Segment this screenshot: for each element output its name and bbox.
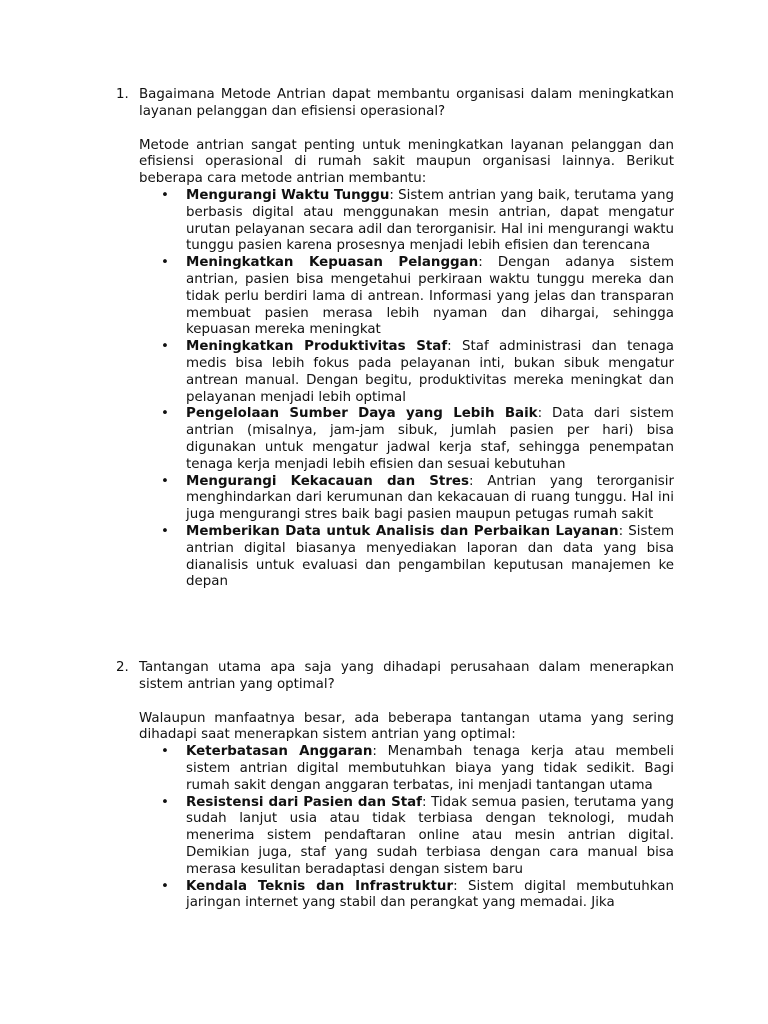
point-separator: : bbox=[478, 255, 483, 271]
point-term: Keterbatasan Anggaran bbox=[186, 744, 373, 760]
point-separator: : bbox=[447, 339, 452, 355]
point-term: Meningkatkan Produktivitas Staf bbox=[186, 339, 448, 355]
bullet-icon: • bbox=[161, 794, 169, 810]
point-text: Data dari sistem antrian (misalnya, jam-jam sibuk, jumlah pasien per hari) bisa digunakan untuk mengatur jadwal kerja staf, sehingga penempatan tenaga kerja menjadi lebih efisien dan sesuai kebutuhan bbox=[186, 406, 674, 472]
point-text: Sistem antrian digital biasanya menyediakan laporan dan data yang bisa dianalisis untuk evaluasi dan pengambilan keputusan manajemen ke depan bbox=[186, 523, 674, 590]
list-item bbox=[161, 406, 674, 473]
list-item bbox=[161, 339, 674, 406]
question-heading bbox=[116, 87, 674, 121]
list-item bbox=[161, 187, 674, 255]
point-term: Resistensi dari Pasien dan Staf bbox=[186, 794, 422, 810]
bullet-icon: • bbox=[161, 473, 169, 489]
point-term: Mengurangi Kekacauan dan Stres bbox=[186, 473, 469, 489]
point-separator: : bbox=[421, 794, 427, 810]
point-term: Pengelolaan Sumber Daya yang Lebih Baik bbox=[186, 406, 538, 422]
point-text: Menambah tenaga kerja atau membeli sistem antrian digital membutuhkan biaya yang tidak sedikit. Bagi rumah sakit dengan anggaran terbatas, ini menjadi tantangan utama bbox=[186, 744, 674, 793]
question-number: 1. bbox=[116, 87, 129, 102]
bullet-icon: • bbox=[161, 523, 169, 539]
answer-intro: Metode antrian sangat penting untuk meningkatkan layanan pelanggan dan efisiensi operasional di rumah sakit maupun organisasi lainnya. Berikut beberapa cara metode antrian membantu: bbox=[139, 137, 674, 187]
list-item bbox=[161, 523, 674, 591]
bullet-icon: • bbox=[161, 187, 169, 203]
bullet-icon: • bbox=[161, 878, 169, 894]
point-text: Sistem digital membutuhkan jaringan internet yang stabil dan perangkat yang memadai. Jika bbox=[186, 878, 674, 911]
list-item bbox=[161, 255, 675, 339]
point-separator: : bbox=[389, 187, 394, 203]
point-separator: : bbox=[618, 523, 624, 539]
question-2 bbox=[116, 660, 674, 912]
bullet-icon: • bbox=[161, 406, 169, 422]
point-separator: : bbox=[453, 878, 458, 894]
question-text: Bagaimana Metode Antrian dapat membantu organisasi dalam meningkatkan layanan pelanggan dan efisiensi operasional? bbox=[139, 87, 674, 119]
question-heading bbox=[116, 660, 674, 694]
bullet-icon: • bbox=[161, 339, 169, 355]
list-item bbox=[161, 473, 674, 524]
point-text: Antrian yang terorganisir menghindarkan dari kerumunan dan kekacauan di ruang tunggu. Hal ini juga mengurangi stres baik bagi pasien maupun petugas rumah sakit bbox=[186, 473, 674, 523]
point-separator: : bbox=[372, 744, 377, 760]
answer-intro: Walaupun manfaatnya besar, ada beberapa tantangan utama yang sering dihadapi saat menerapkan sistem antrian yang optimal: bbox=[139, 710, 674, 743]
list-item bbox=[161, 794, 674, 879]
bullet-icon: • bbox=[161, 255, 169, 271]
point-term: Kendala Teknis dan Infrastruktur bbox=[186, 878, 454, 894]
question-1 bbox=[116, 87, 674, 591]
list-item bbox=[161, 744, 674, 794]
point-text: Staf administrasi dan tenaga medis bisa lebih fokus pada pelayanan inti, bukan sibuk mengatur antrean manual. Dengan begitu, produktivitas mereka meningkat dan pelayanan menjadi lebih optimal bbox=[186, 339, 674, 405]
point-term: Mengurangi Waktu Tunggu bbox=[186, 187, 390, 203]
point-separator: : bbox=[469, 473, 474, 489]
answer-points bbox=[116, 744, 674, 912]
bullet-icon: • bbox=[161, 744, 169, 760]
point-text: Tidak semua pasien, terutama yang sudah lanjut usia atau tidak terbiasa dengan teknologi, mudah menerima sistem pendaftaran online atau mesin antrian digital. Demikian juga, staf yang sudah terbiasa dengan cara manual bisa merasa kesulitan beradaptasi dengan sistem baru bbox=[186, 794, 674, 877]
point-text: Sistem antrian yang baik, terutama yang berbasis digital atau menggunakan mesin antrian, dapat mengatur urutan pelayanan secara adil dan terorganisir. Hal ini mengurangi waktu tunggu pasien karena prosesnya menjadi lebih efisien dan terencana bbox=[186, 187, 674, 254]
list-item bbox=[161, 878, 674, 913]
question-number: 2. bbox=[116, 660, 129, 675]
question-text: Tantangan utama apa saja yang dihadapi perusahaan dalam menerapkan sistem antrian yang optimal? bbox=[139, 660, 674, 692]
answer-points bbox=[116, 188, 674, 591]
point-term: Meningkatkan Kepuasan Pelanggan bbox=[186, 255, 479, 271]
point-separator: : bbox=[537, 406, 543, 422]
point-term: Memberikan Data untuk Analisis dan Perbaikan Layanan bbox=[186, 523, 619, 539]
point-text: Dengan adanya sistem antrian, pasien bisa mengetahui perkiraan waktu tunggu mereka dan tidak perlu berdiri lama di antrean. Informasi yang jelas dan transparan membuat pasien merasa lebih nyaman dan dihargai, sehingga kepuasan mereka meningkat bbox=[186, 255, 675, 338]
